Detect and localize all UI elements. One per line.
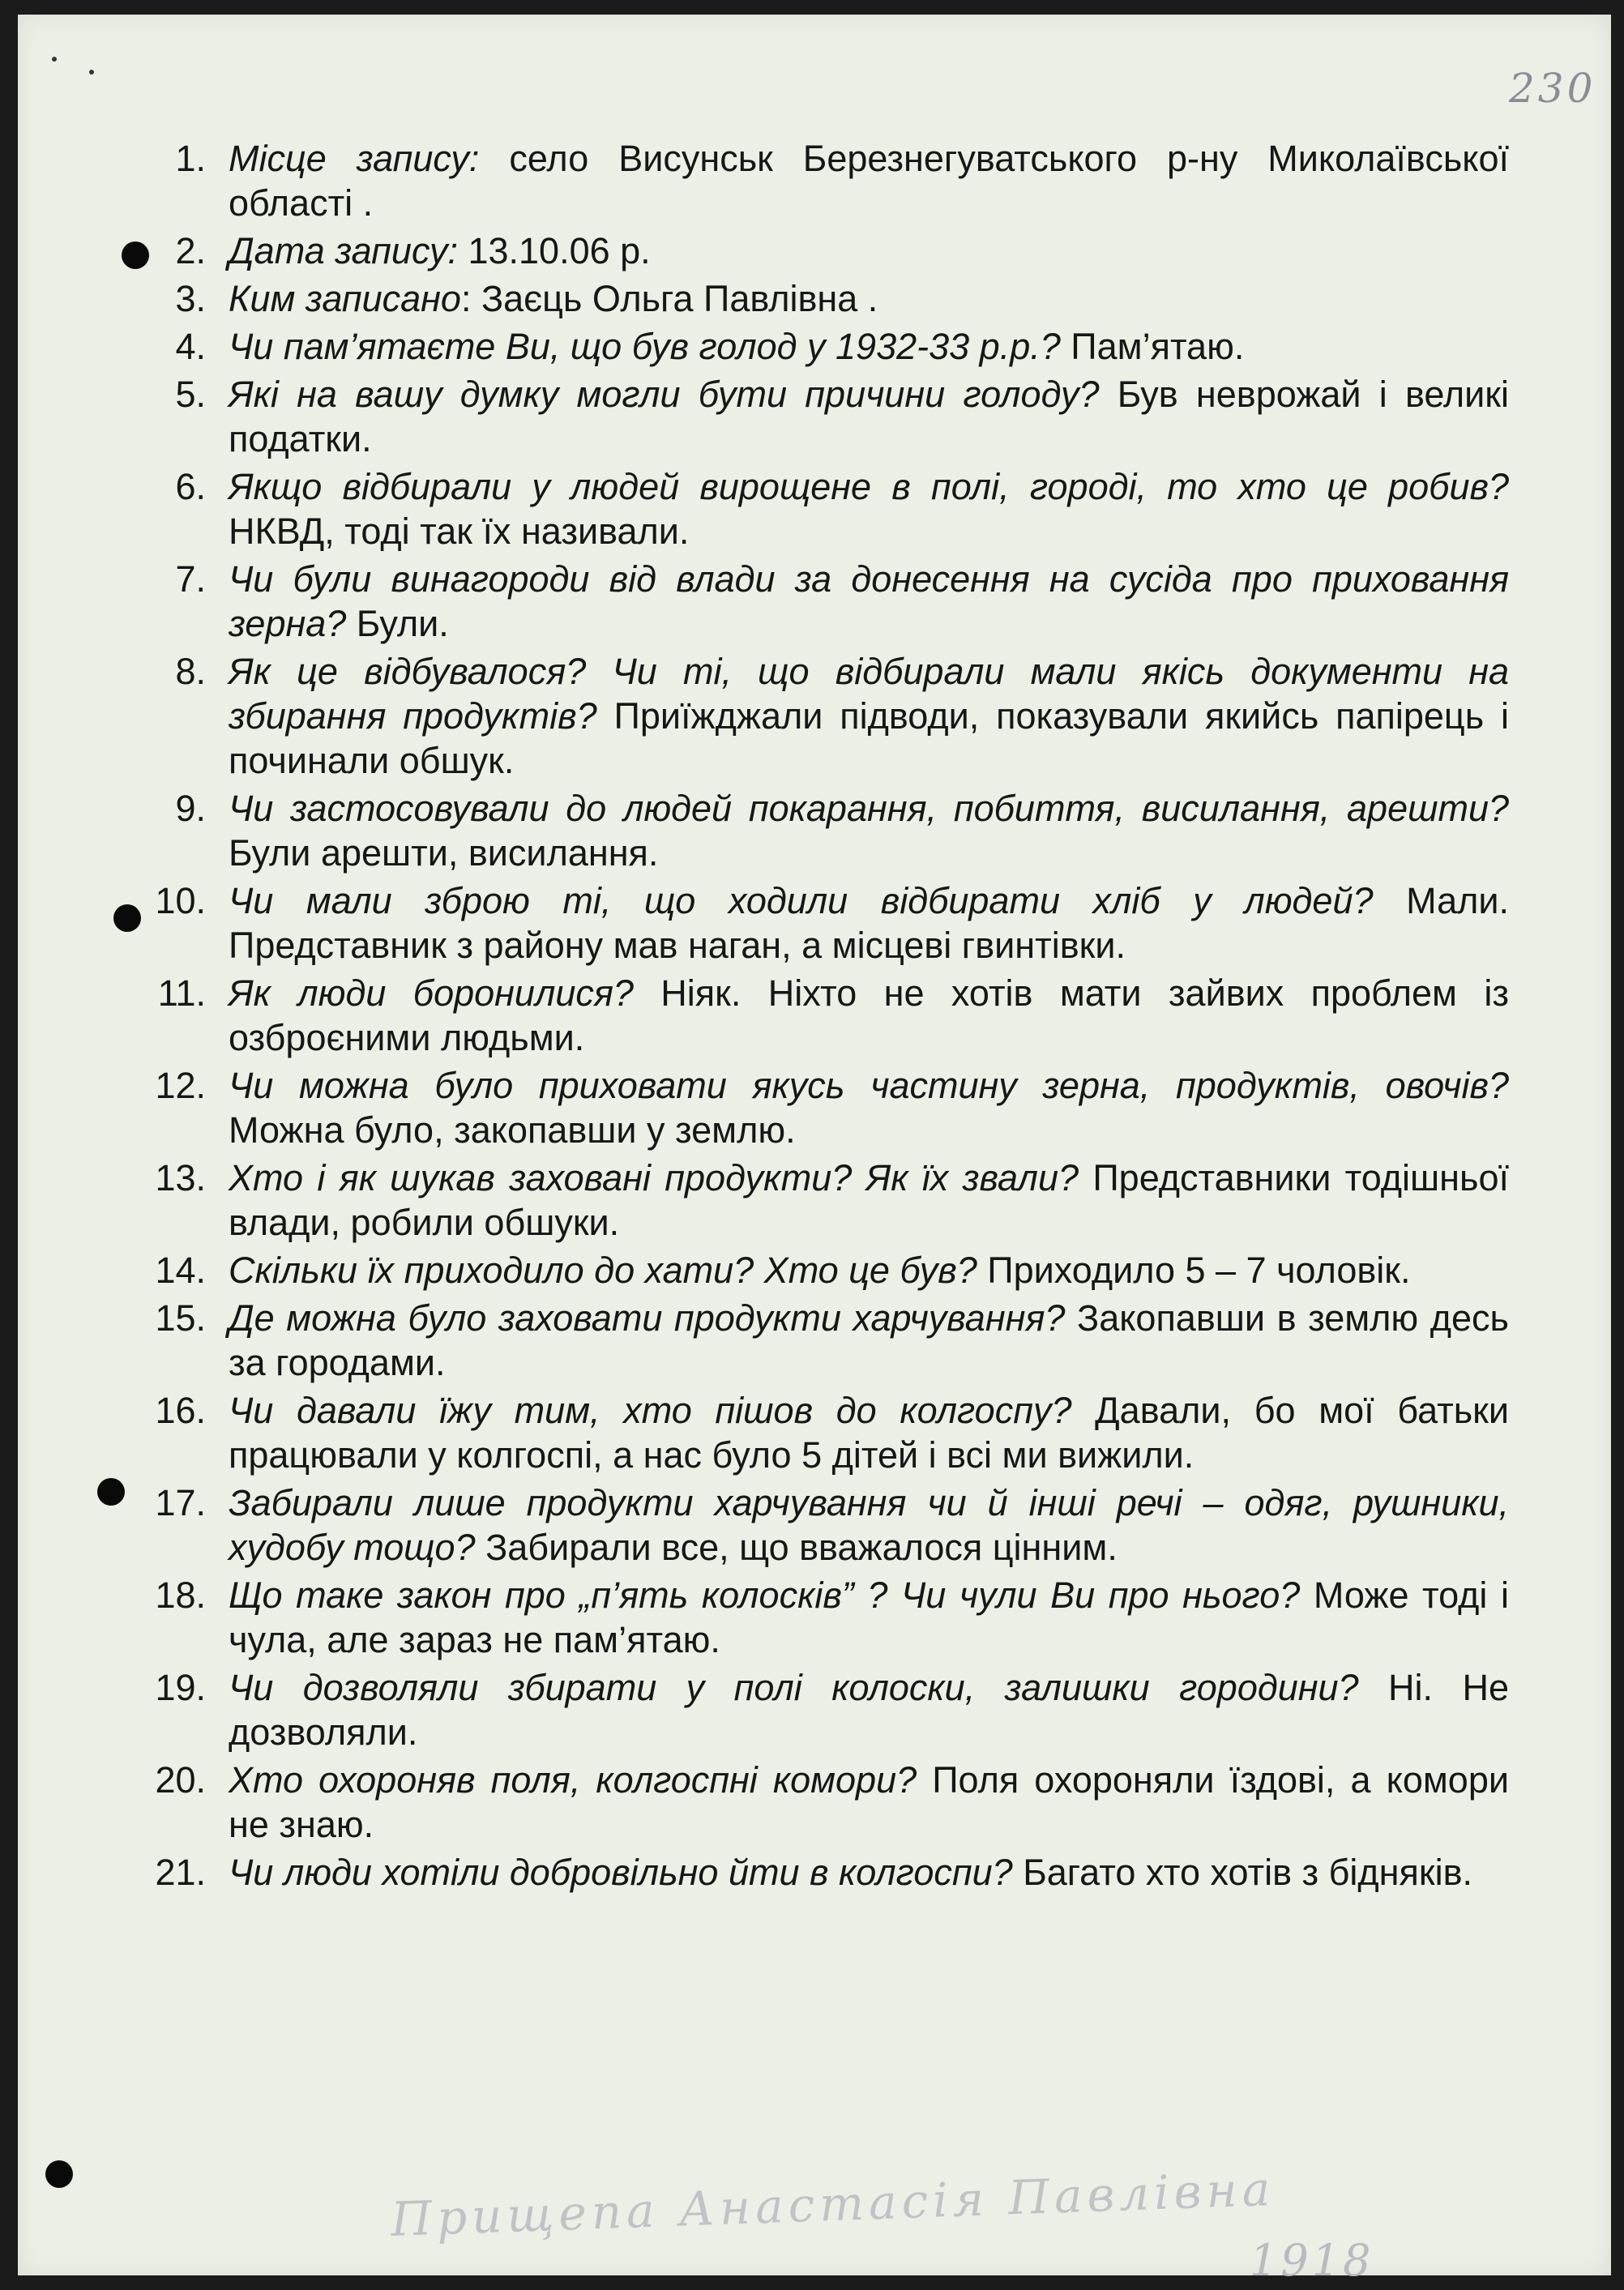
question-item	[131, 276, 1509, 321]
answer-text: село Висунськ Березнегуватського р-ну Миколаївської області .	[229, 138, 1510, 224]
question-item	[131, 1758, 1509, 1847]
question-text: Забирали лише продукти харчування чи й інші речі – одяг, рушники, худобу тощо?	[229, 1482, 1509, 1568]
question-item	[131, 324, 1509, 369]
item-number: 8.	[175, 651, 206, 692]
question-item	[131, 1248, 1509, 1292]
question-item	[131, 1573, 1509, 1662]
question-item	[131, 1388, 1509, 1477]
question-text: Місце запису:	[229, 138, 480, 179]
question-text: Чи мали зброю ті, що ходили відбирати хліб у людей?	[229, 880, 1374, 921]
question-item	[131, 136, 1509, 225]
item-number: 3.	[175, 278, 206, 319]
question-text: Чи люди хотіли добровільно йти в колгоспи?	[229, 1852, 1013, 1893]
question-text: Дата запису:	[229, 230, 458, 271]
item-number: 11.	[157, 972, 206, 1014]
answer-text: Ні. Не дозволяли.	[229, 1667, 1510, 1753]
question-text: Чи можна було приховати якусь частину зерна, продуктів, овочів?	[229, 1065, 1509, 1106]
question-text: Чи дозволяли збирати у полі колоски, залишки городини?	[229, 1667, 1359, 1708]
item-number: 12.	[155, 1065, 206, 1106]
handwritten-signature: Прищепа Анастасія Павлівна	[390, 2160, 1276, 2248]
question-text: Де можна було заховати продукти харчування?	[229, 1297, 1066, 1339]
question-item	[131, 1156, 1509, 1245]
question-item	[131, 878, 1509, 968]
answer-text: Давали, бо мої батьки працювали у колгоспі, а нас було 5 дітей і всі ми вижили.	[229, 1390, 1510, 1476]
answer-text: Були.	[346, 603, 449, 644]
item-number: 16.	[155, 1390, 206, 1431]
question-text: Хто і як шукав заховані продукти? Як їх звали?	[229, 1157, 1079, 1198]
item-number: 7.	[175, 558, 206, 600]
question-text: Які на вашу думку могли бути причини голоду?	[229, 374, 1100, 415]
answer-text: : Заєць Ольга Павлівна .	[460, 278, 878, 319]
question-item	[131, 372, 1509, 461]
item-number: 14.	[155, 1250, 206, 1291]
signature-year: 1918	[1250, 2235, 1374, 2286]
question-text: Скільки їх приходило до хати? Хто це був?	[229, 1250, 977, 1291]
item-number: 20.	[155, 1759, 206, 1801]
item-number: 1.	[175, 138, 206, 179]
item-number: 5.	[175, 374, 206, 415]
answer-text: Поля охороняли їздові, а комори не знаю.	[229, 1759, 1509, 1845]
question-text: Що таке закон про „п’ять колосків” ? Чи чули Ви про нього?	[229, 1574, 1301, 1616]
item-number: 21.	[155, 1852, 206, 1893]
answer-text: Приходило 5 – 7 чоловік.	[977, 1250, 1411, 1291]
question-text: Як люди боронилися?	[229, 972, 634, 1014]
answer-text: Багато хто хотів з бідняків.	[1012, 1852, 1472, 1893]
item-number: 2.	[175, 230, 206, 271]
question-text: Ким записано	[229, 278, 461, 319]
answer-text: Були арешти, висилання.	[229, 832, 659, 874]
answer-text: Закопавши в землю десь за городами.	[229, 1297, 1509, 1383]
item-number: 15.	[155, 1297, 206, 1339]
answer-text: НКВД, тоді так їх називали.	[229, 511, 690, 552]
question-item	[131, 1296, 1509, 1385]
question-item	[131, 1665, 1509, 1754]
punch-hole	[45, 2160, 73, 2188]
answer-text: Мали. Представник з району мав наган, а місцеві гвинтівки.	[229, 880, 1509, 966]
item-number: 18.	[155, 1574, 206, 1616]
answer-text: Можна було, закопавши у землю.	[229, 1109, 796, 1151]
answer-text: Пам’ятаю.	[1060, 326, 1245, 367]
page-number: 230	[1509, 65, 1596, 112]
question-text: Чи давали їжу тим, хто пішов до колгоспу?	[229, 1390, 1072, 1431]
answer-text: Був неврожай і великі податки.	[229, 374, 1509, 459]
question-item	[131, 229, 1509, 273]
item-number: 6.	[175, 466, 206, 507]
answer-text: Забирали все, що вважалося цінним.	[475, 1527, 1118, 1568]
question-text: Чи були винагороди від влади за донесення на сусіда про приховання зерна?	[229, 558, 1509, 644]
paper-speck	[52, 57, 57, 62]
question-item	[131, 1480, 1509, 1570]
item-number: 13.	[155, 1157, 206, 1198]
questionnaire-list	[131, 136, 1509, 1898]
question-item	[131, 1850, 1509, 1895]
item-number: 10.	[155, 880, 206, 921]
question-item	[131, 971, 1509, 1060]
question-text: Хто охороняв поля, колгоспні комори?	[229, 1759, 917, 1801]
punch-hole	[97, 1478, 125, 1506]
question-item	[131, 786, 1509, 875]
answer-text: Ніяк. Ніхто не хотів мати зайвих проблем із озброєними людьми.	[229, 972, 1509, 1058]
item-number: 4.	[175, 326, 206, 367]
paper-speck	[89, 70, 94, 75]
document-page	[18, 15, 1611, 2286]
question-text: Як це відбувалося? Чи ті, що відбирали мали якісь документи на збирання продуктів?	[229, 651, 1509, 737]
answer-text: Представники тодішньої влади, робили обшуки.	[229, 1157, 1509, 1243]
answer-text: Може тоді і чула, але зараз не пам’ятаю.	[229, 1574, 1509, 1660]
question-text: Чи пам’ятаєте Ви, що був голод у 1932-33 р.р.?	[229, 326, 1061, 367]
item-number: 9.	[175, 788, 206, 829]
item-number: 17.	[155, 1482, 206, 1523]
question-item	[131, 1063, 1509, 1152]
item-number: 19.	[155, 1667, 206, 1708]
answer-text: 13.10.06 р.	[457, 230, 651, 271]
question-item	[131, 464, 1509, 553]
answer-text: Приїжджали підводи, показували якийсь папірець і починали обшук.	[229, 695, 1509, 781]
question-text: Якщо відбирали у людей вирощене в полі, городі, то хто це робив?	[229, 466, 1509, 507]
question-item	[131, 557, 1509, 646]
question-item	[131, 649, 1509, 783]
question-text: Чи застосовували до людей покарання, побиття, висилання, арешти?	[229, 788, 1509, 829]
